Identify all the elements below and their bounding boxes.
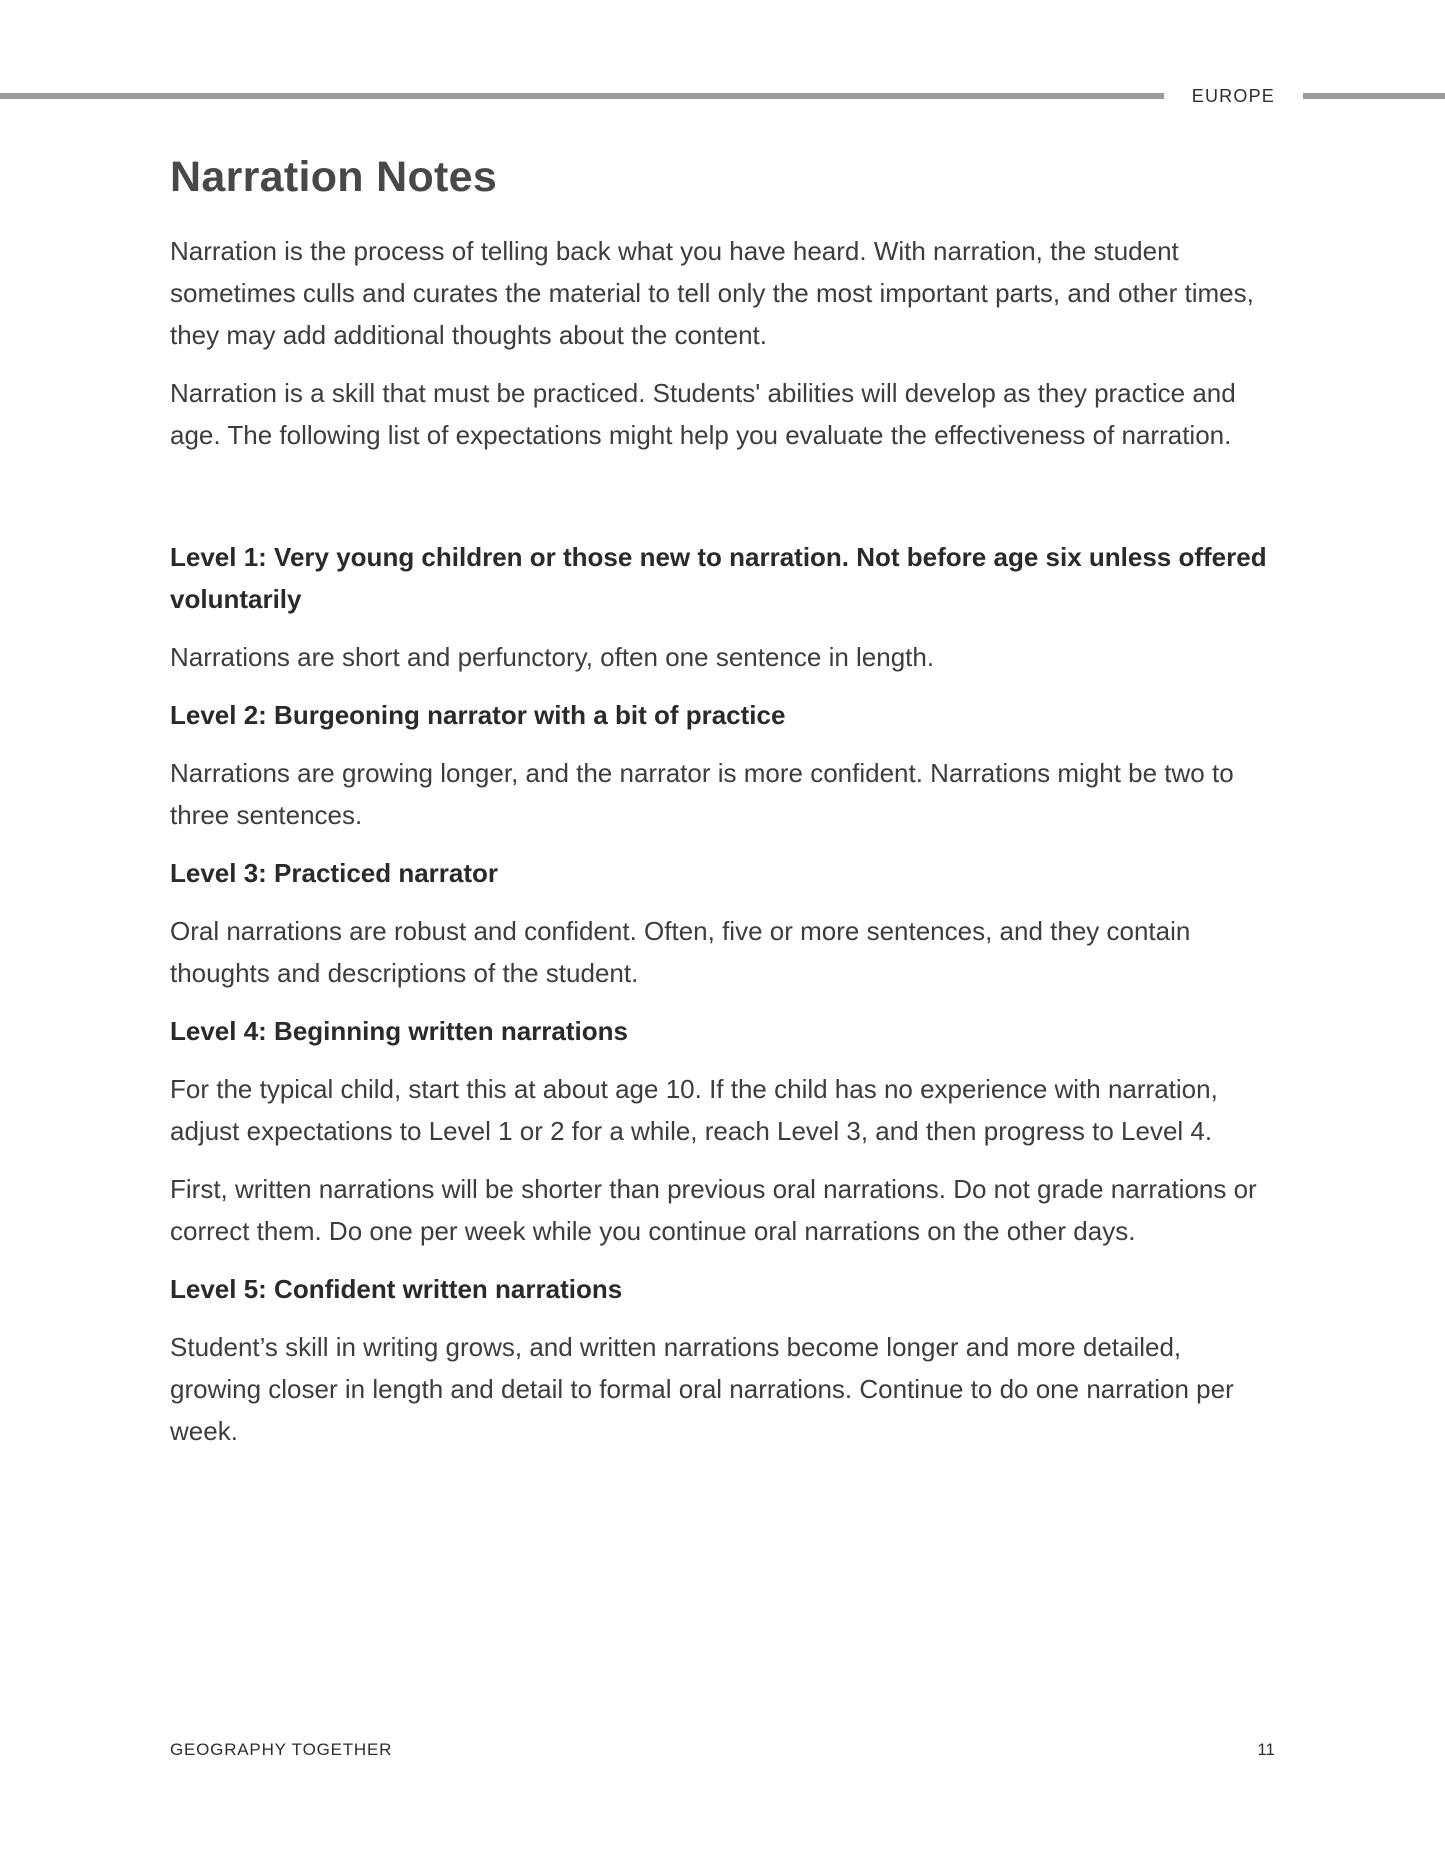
- level-1-section: [170, 536, 1275, 678]
- level-4-heading: Level 4: Beginning written narrations: [170, 1015, 628, 1046]
- intro-paragraph-1: Narration is the process of telling back what you have heard. With narration, the student sometimes culls and curates the material to tell only the most important parts, and other times, they may add additional thoughts about the content.: [170, 235, 1254, 350]
- header-rule-left: [0, 93, 1164, 99]
- level-3-paragraph: Oral narrations are robust and confident. Often, five or more sentences, and they contain thoughts and descriptions of the student.: [170, 915, 1191, 988]
- level-3-section: [170, 852, 1275, 994]
- level-2-section: [170, 694, 1275, 836]
- page-footer: [170, 1740, 1275, 1760]
- page-title: Narration Notes: [170, 153, 498, 201]
- intro-paragraph-2: Narration is a skill that must be practiced. Students' abilities will develop as they practice and age. The following list of expectations might help you evaluate the effectiveness of narration.: [170, 377, 1236, 450]
- level-4-paragraph-1: For the typical child, start this at about age 10. If the child has no experience with narration, adjust expectations to Level 1 or 2 for a while, reach Level 3, and then progress to Level 4.: [170, 1073, 1218, 1146]
- level-1-paragraph: Narrations are short and perfunctory, often one sentence in length.: [170, 641, 935, 672]
- header-rule-right: [1303, 93, 1445, 99]
- level-1-heading: Level 1: Very young children or those new to narration. Not before age six unless offered voluntarily: [170, 541, 1267, 614]
- book-title: GEOGRAPHY TOGETHER: [170, 1740, 393, 1759]
- level-3-heading: Level 3: Practiced narrator: [170, 857, 499, 888]
- page-number: 11: [1257, 1740, 1275, 1759]
- page-content: [170, 150, 1275, 1468]
- level-5-heading: Level 5: Confident written narrations: [170, 1273, 623, 1304]
- level-4-section: [170, 1010, 1275, 1252]
- level-4-paragraph-2: First, written narrations will be shorter than previous oral narrations. Do not grade narrations or correct them. Do one per week while you continue oral narrations on the other days.: [170, 1173, 1257, 1246]
- level-5-paragraph: Student’s skill in writing grows, and written narrations become longer and more detailed, growing closer in length and detail to formal oral narrations. Continue to do one narration per week.: [170, 1331, 1234, 1446]
- level-2-heading: Level 2: Burgeoning narrator with a bit of practice: [170, 699, 786, 730]
- section-label: EUROPE: [1191, 85, 1275, 106]
- level-5-section: [170, 1268, 1275, 1452]
- level-2-paragraph: Narrations are growing longer, and the narrator is more confident. Narrations might be two to three sentences.: [170, 757, 1234, 830]
- page-header: [0, 84, 1445, 108]
